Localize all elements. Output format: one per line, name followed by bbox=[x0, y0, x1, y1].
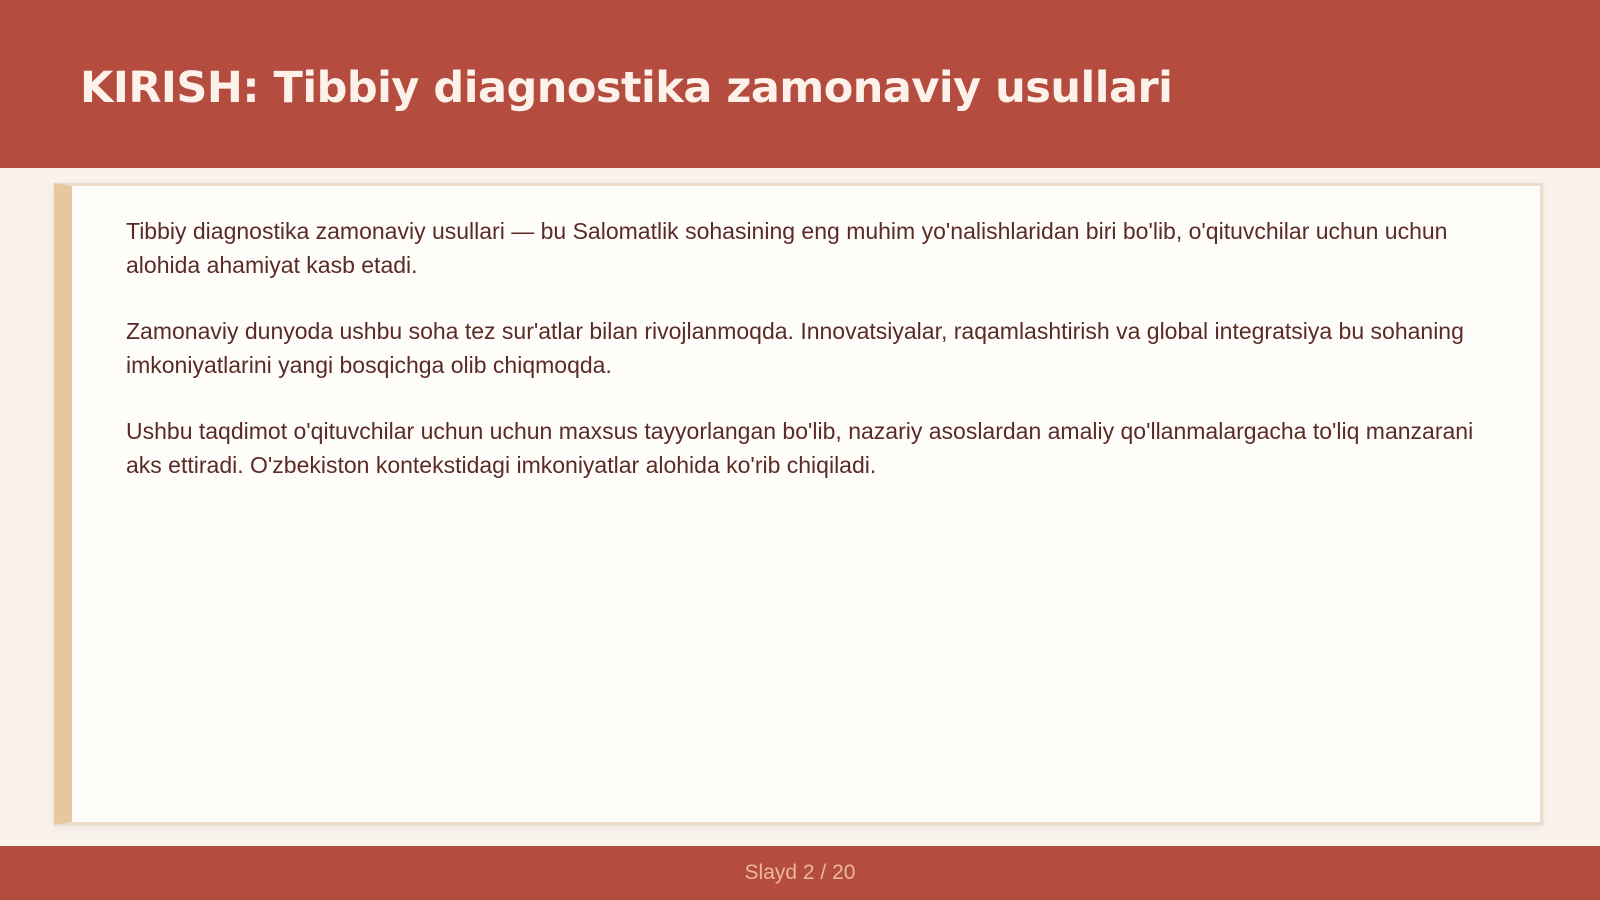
content-paragraphs bbox=[126, 214, 1504, 514]
slide-header bbox=[0, 0, 1600, 168]
slide-counter: Slayd 2 / 20 bbox=[744, 861, 856, 884]
content-card bbox=[54, 183, 1543, 825]
slide-title: KIRISH: Tibbiy diagnostika zamonaviy usullari bbox=[80, 63, 1173, 113]
content-paragraph: Tibbiy diagnostika zamonaviy usullari — bu Salomatlik sohasining eng muhim yo'nalishlaridan biri bo'lib, o'qituvchilar uchun uchun alohida ahamiyat kasb etadi. bbox=[126, 218, 1448, 278]
content-paragraph: Zamonaviy dunyoda ushbu soha tez sur'atlar bilan rivojlanmoqda. Innovatsiyalar, raqamlashtirish va global integratsiya bu sohaning imkoniyatlarini yangi bosqichga olib chiqmoqda. bbox=[126, 318, 1464, 378]
content-paragraph: Ushbu taqdimot o'qituvchilar uchun uchun maxsus tayyorlangan bo'lib, nazariy asoslardan amaliy qo'llanmalargacha to'liq manzarani aks ettiradi. O'zbekiston kontekstidagi imkoniyatlar alohida ko'rib chiqiladi. bbox=[126, 418, 1474, 478]
slide-footer bbox=[0, 846, 1600, 900]
